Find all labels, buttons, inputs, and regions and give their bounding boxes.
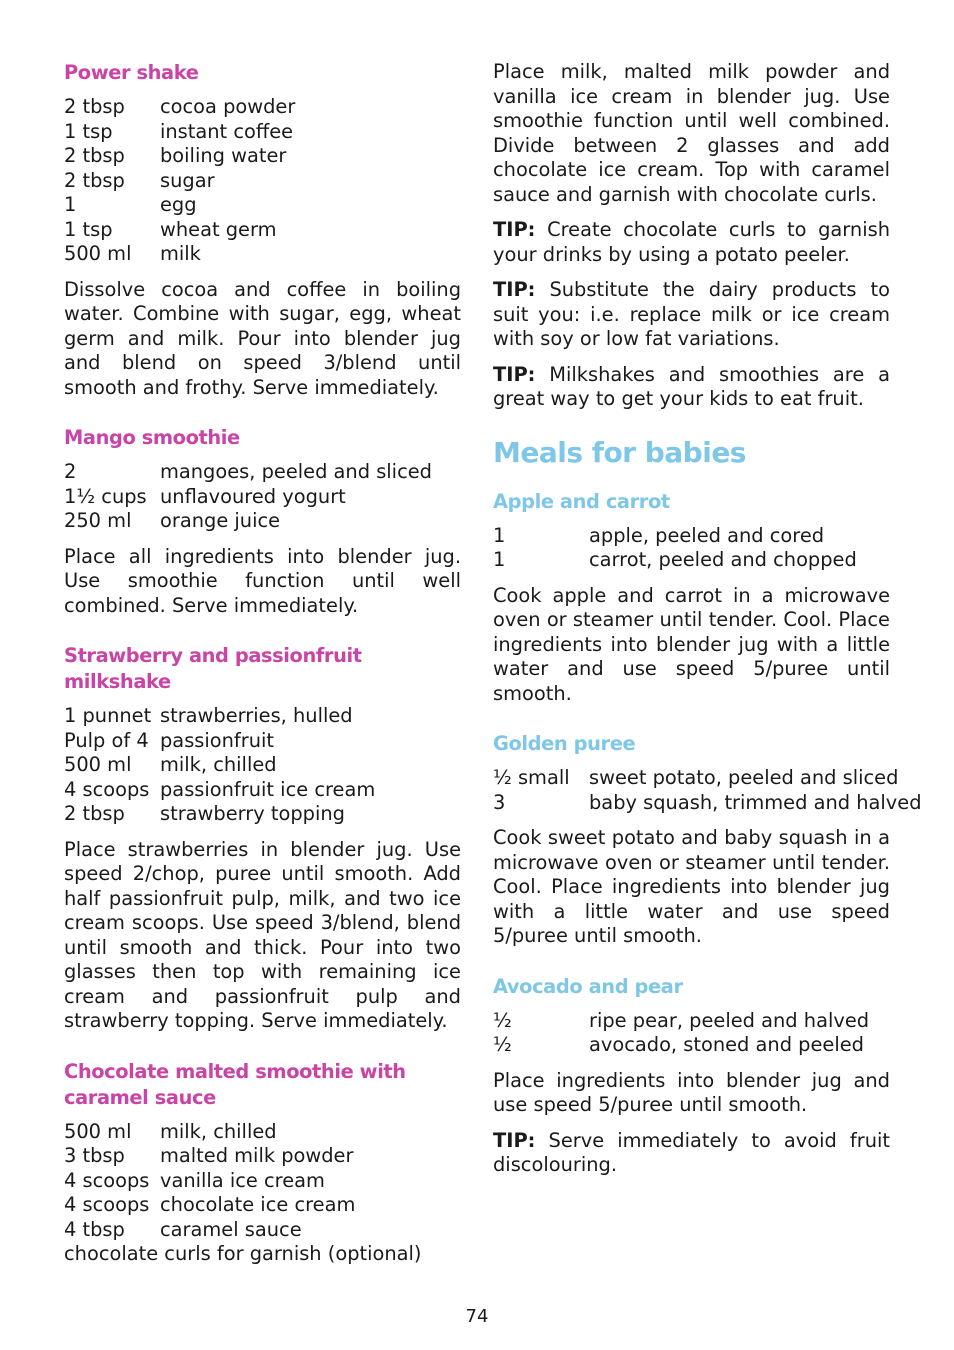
recipe-title-apple-carrot: Apple and carrot <box>493 489 670 513</box>
method-apple-carrot: Cook apple and carrot in a microwave oven or steamer until tender. Cool. Place ingredients into blender jug with a little water and use speed 5/puree until smooth. <box>493 583 890 705</box>
ingredient-item: milk, chilled <box>160 1119 277 1143</box>
ingredient-row <box>493 524 890 549</box>
ingredient-qty: 2 tbsp <box>64 802 125 825</box>
recipe-title-avocado-pear: Avocado and pear <box>493 974 683 998</box>
ingredient-item: cocoa powder <box>160 95 296 118</box>
ingredient-qty: 2 tbsp <box>64 168 125 192</box>
ingredient-row <box>64 729 461 754</box>
ingredient-qty: 2 <box>64 460 77 483</box>
tip-label: TIP: <box>493 362 536 386</box>
ingredient-qty: 1 tsp <box>64 217 113 241</box>
tip-paragraph <box>493 218 890 267</box>
right-column <box>493 60 922 1178</box>
ingredient-row <box>64 753 461 778</box>
ingredient-item: sugar <box>160 168 215 192</box>
ingredient-list-golden-puree <box>493 766 922 815</box>
ingredient-row <box>64 1193 461 1218</box>
ingredient-row <box>64 1120 461 1145</box>
ingredient-row <box>64 460 461 485</box>
ingredient-item: ripe pear, peeled and halved <box>589 1008 870 1032</box>
ingredient-row <box>493 1009 890 1034</box>
ingredient-qty: 1 tsp <box>64 119 113 143</box>
tip-label: TIP: <box>493 218 536 241</box>
ingredient-row <box>64 485 461 510</box>
ingredient-qty: 1 <box>493 548 506 571</box>
ingredient-item: wheat germ <box>160 217 277 241</box>
tip-paragraph <box>493 1129 890 1178</box>
tip-text: Substitute the dairy products to suit you: i.e. replace milk or ice cream with soy or low fat variations. <box>493 278 890 350</box>
method-mango-smoothie: Place all ingredients into blender jug. Use smoothie function until well combined. Serve immediately. <box>64 544 461 617</box>
ingredient-row <box>64 704 461 729</box>
section-heading-meals-for-babies: Meals for babies <box>493 435 746 469</box>
ingredient-qty: 2 tbsp <box>64 95 125 118</box>
ingredient-qty: 1 <box>64 193 77 216</box>
tip-paragraph <box>493 363 890 412</box>
tip-text: Milkshakes and smoothies are a great way to get your kids to eat fruit. <box>493 362 890 410</box>
ingredient-item: strawberries, hulled <box>160 704 353 727</box>
ingredient-row <box>493 766 899 791</box>
ingredient-row <box>64 193 461 218</box>
method-chocolate-malted: Place milk, malted milk powder and vanilla ice cream in blender jug. Use smoothie function until well combined. Divide between 2 glasses and add chocolate ice cream. Top with caramel sauce and garnish with chocolate curls. <box>493 60 890 206</box>
ingredient-list-mango-smoothie <box>64 460 461 534</box>
ingredient-row <box>64 1144 461 1169</box>
ingredient-list-avocado-pear <box>493 1009 890 1058</box>
ingredient-row <box>64 509 461 534</box>
ingredient-item: boiling water <box>160 144 287 167</box>
ingredient-qty: ½ small <box>493 766 570 789</box>
ingredient-qty: Pulp of 4 <box>64 728 149 752</box>
tip-label: TIP: <box>493 278 536 301</box>
ingredient-item: passionfruit <box>160 728 275 752</box>
ingredient-item: baby squash, trimmed and halved <box>589 790 922 814</box>
ingredient-row <box>64 95 461 120</box>
ingredient-list-chocolate-malted <box>64 1120 461 1267</box>
recipe-title-chocolate-malted: Chocolate malted smoothie with caramel sauce <box>64 1059 406 1109</box>
ingredient-qty: 4 scoops <box>64 1193 150 1216</box>
recipe-title-power-shake: Power shake <box>64 61 199 84</box>
ingredient-qty: ½ <box>493 1008 512 1032</box>
ingredient-item: strawberry topping <box>160 802 345 825</box>
ingredient-item: chocolate ice cream <box>160 1193 356 1216</box>
ingredient-row <box>493 548 890 573</box>
method-avocado-pear: Place ingredients into blender jug and use speed 5/puree until smooth. <box>493 1068 890 1116</box>
ingredient-item: instant coffee <box>160 119 294 143</box>
ingredient-qty: 500 ml <box>64 1119 132 1143</box>
recipe-title-golden-puree: Golden puree <box>493 732 636 755</box>
ingredient-row <box>64 1169 461 1194</box>
ingredient-qty: 4 scoops <box>64 777 150 801</box>
ingredient-qty: 4 tbsp <box>64 1217 125 1241</box>
ingredient-item: unflavoured yogurt <box>160 484 346 508</box>
ingredient-row <box>493 790 922 816</box>
ingredient-item: orange juice <box>160 509 281 532</box>
ingredient-list-strawberry-milkshake <box>64 704 461 827</box>
page-number: 74 <box>465 1306 489 1327</box>
ingredient-item: apple, peeled and cored <box>589 523 825 547</box>
ingredient-qty: 500 ml <box>64 242 132 265</box>
ingredient-row <box>64 778 461 803</box>
ingredient-item: passionfruit ice cream <box>160 777 376 801</box>
ingredient-row <box>64 802 461 827</box>
tip-text: Create chocolate curls to garnish your drinks by using a potato peeler. <box>493 218 890 266</box>
ingredient-item: mangoes, peeled and sliced <box>160 460 432 483</box>
ingredient-qty: 500 ml <box>64 753 132 776</box>
ingredient-row <box>64 169 461 194</box>
ingredient-row <box>64 242 461 267</box>
ingredient-list-apple-carrot <box>493 524 890 573</box>
ingredient-qty: 250 ml <box>64 509 132 532</box>
ingredient-item: sweet potato, peeled and sliced <box>589 766 899 789</box>
tip-text: Serve immediately to avoid fruit discolouring. <box>493 1128 890 1176</box>
tip-paragraph <box>493 278 890 352</box>
ingredient-item: egg <box>160 193 197 216</box>
ingredient-qty: 2 tbsp <box>64 144 125 167</box>
left-column <box>64 60 461 1267</box>
ingredient-item: malted milk powder <box>160 1144 354 1167</box>
ingredient-qty: ½ <box>493 1033 512 1056</box>
ingredient-row <box>64 218 461 243</box>
ingredient-extra: chocolate curls for garnish (optional) <box>64 1242 422 1265</box>
ingredient-item: milk, chilled <box>160 753 277 776</box>
ingredient-item: vanilla ice cream <box>160 1168 325 1192</box>
ingredient-qty: 3 <box>493 790 506 814</box>
ingredient-qty: 1½ cups <box>64 484 147 508</box>
ingredient-item: milk <box>160 242 201 265</box>
ingredient-qty: 1 punnet <box>64 704 152 727</box>
ingredient-qty: 3 tbsp <box>64 1144 125 1167</box>
method-power-shake: Dissolve cocoa and coffee in boiling water. Combine with sugar, egg, wheat germ and milk. Pour into blender jug and blend on speed 3/blend until smooth and frothy. Serve immediately. <box>64 277 461 399</box>
ingredient-item: avocado, stoned and peeled <box>589 1033 864 1056</box>
ingredient-row <box>64 120 461 145</box>
ingredient-row <box>64 1218 461 1243</box>
tip-label: TIP: <box>493 1128 536 1152</box>
ingredient-qty: 4 scoops <box>64 1168 150 1192</box>
ingredient-item: caramel sauce <box>160 1217 302 1241</box>
ingredient-row <box>64 144 461 169</box>
method-golden-puree: Cook sweet potato and baby squash in a microwave oven or steamer until tender. Cool. Place ingredients into blender jug with a little water and use speed 5/puree until smooth. <box>493 826 890 947</box>
ingredient-item: carrot, peeled and chopped <box>589 548 857 571</box>
method-strawberry-milkshake: Place strawberries in blender jug. Use speed 2/chop, puree until smooth. Add half passionfruit pulp, milk, and two ice cream scoops. Use speed 3/blend, blend until smooth and thick. Pour into two glasses then top with remaining ice cream and passionfruit pulp and strawberry topping. Serve immediately. <box>64 837 461 1032</box>
ingredient-list-power-shake <box>64 95 461 267</box>
recipe-title-strawberry-milkshake: Strawberry and passionfruit milkshake <box>64 644 362 693</box>
ingredient-row <box>493 1033 890 1058</box>
ingredient-qty: 1 <box>493 523 506 547</box>
recipe-title-mango-smoothie: Mango smoothie <box>64 426 240 449</box>
